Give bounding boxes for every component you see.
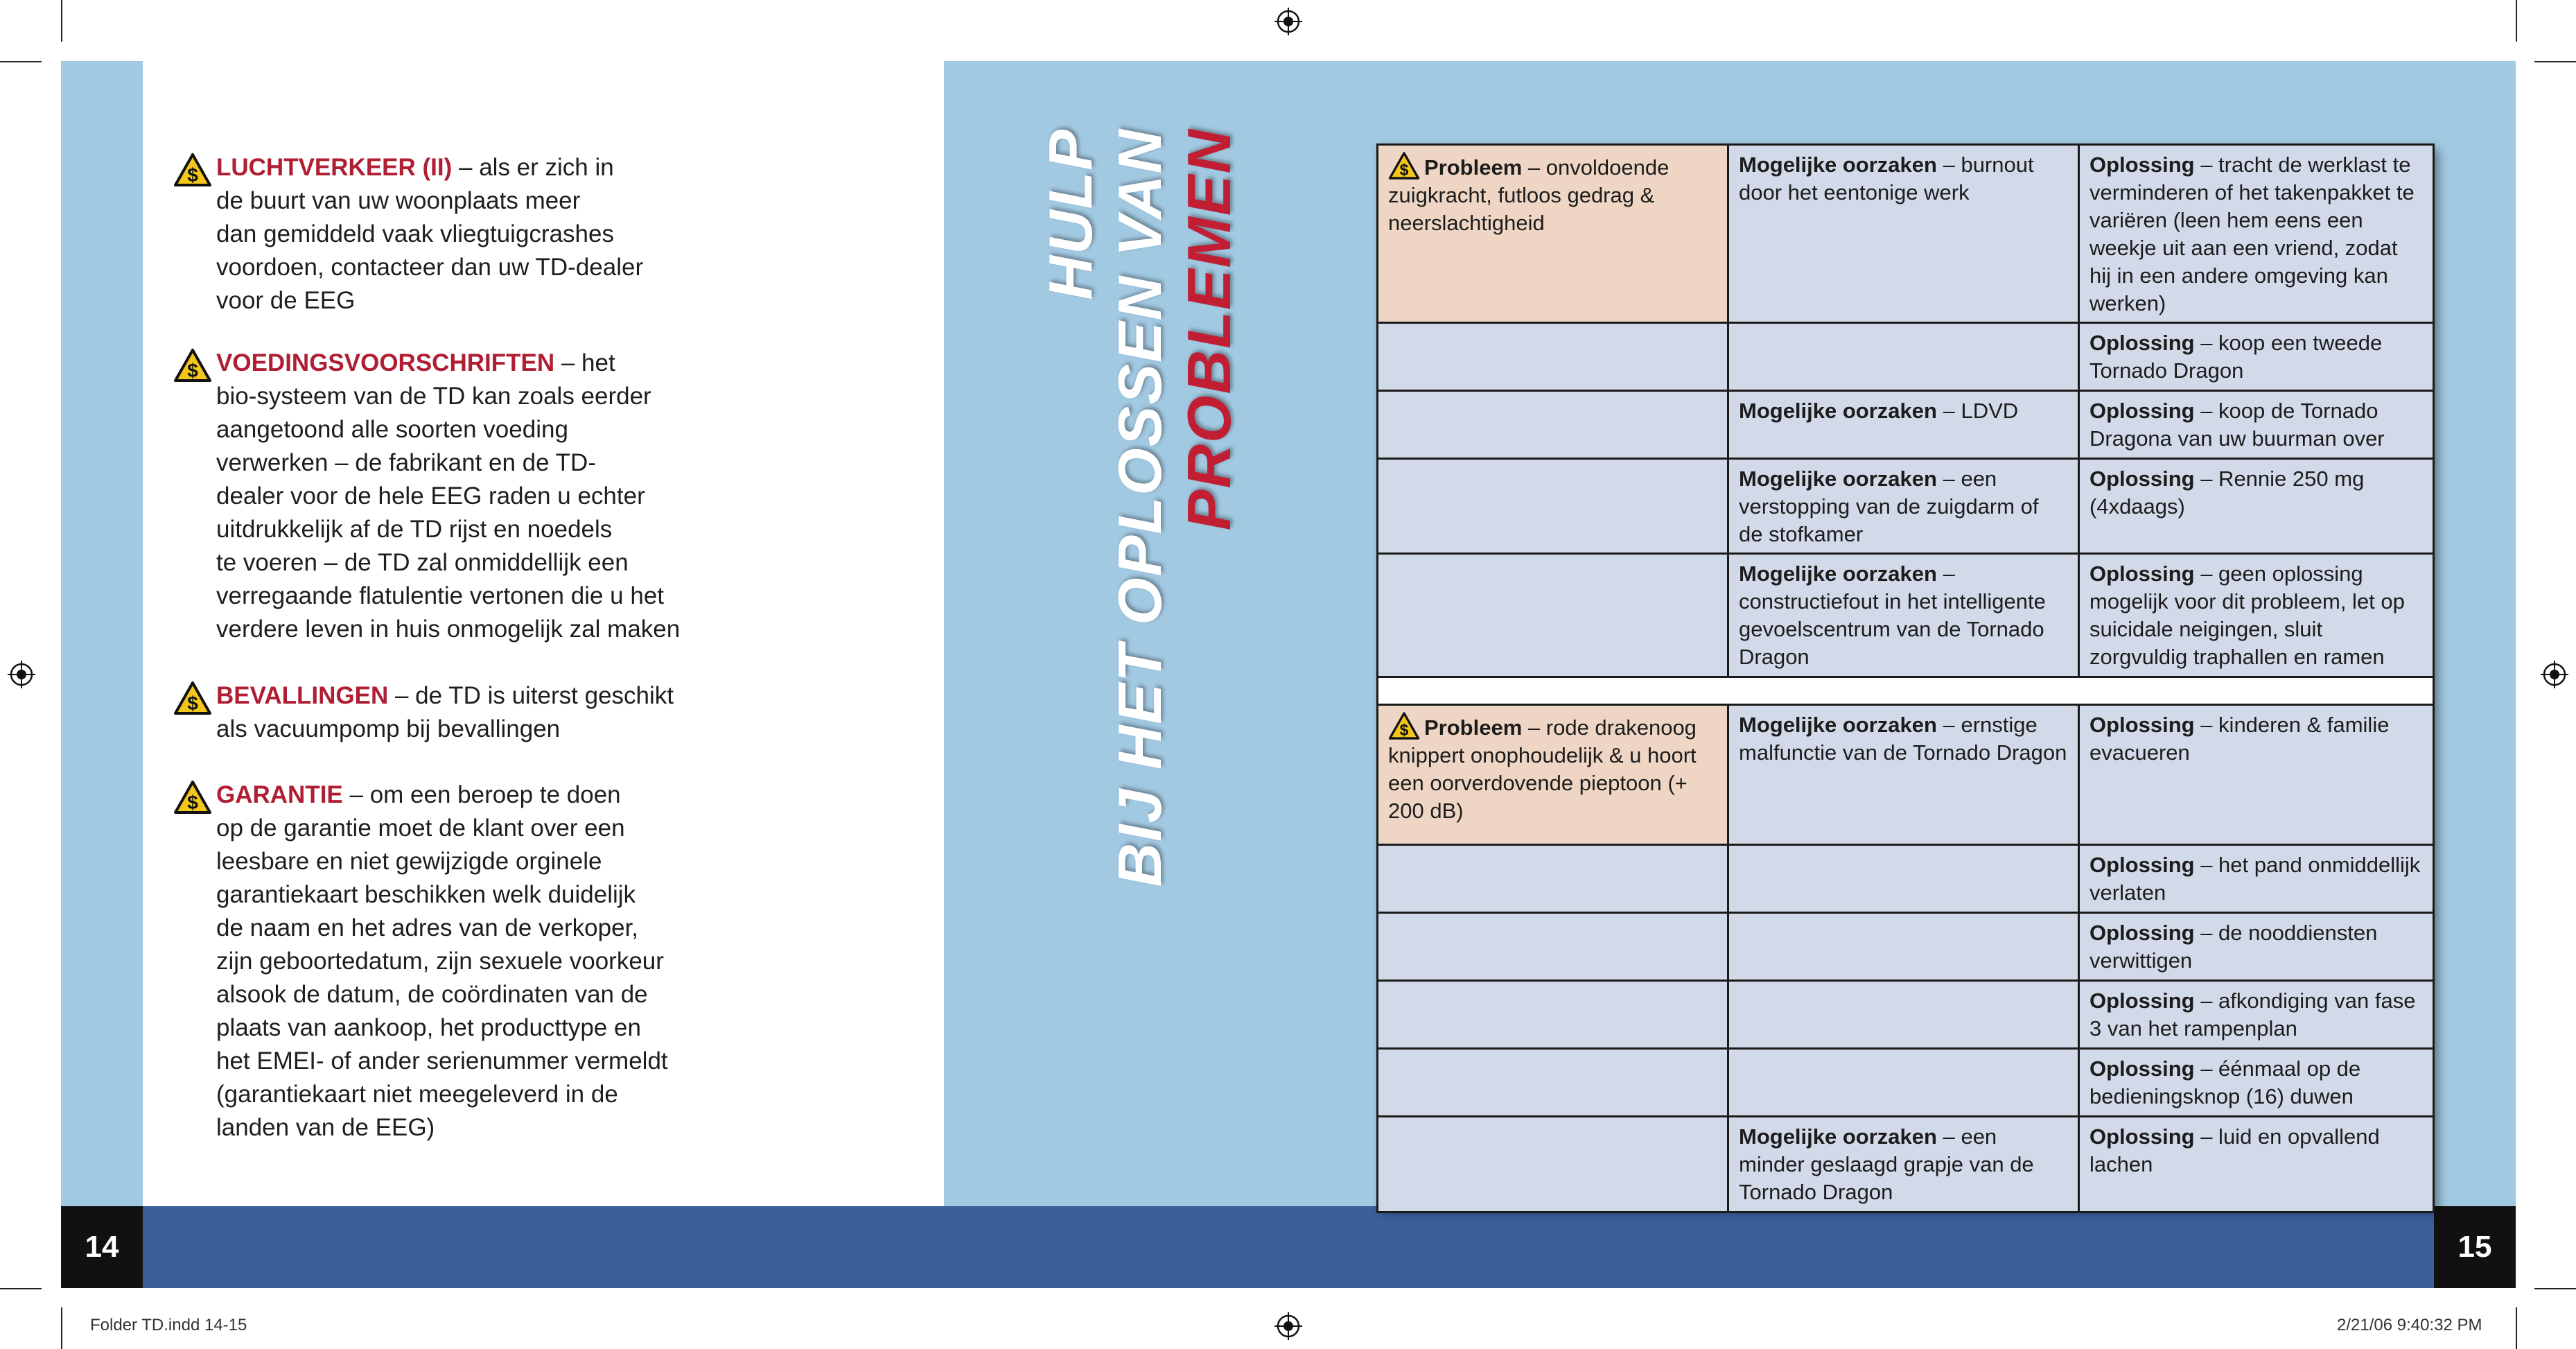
problem-cell — [1378, 705, 1728, 845]
vertical-title — [1036, 128, 1244, 1099]
item-line: verregaande flatulentie vertonen die u het — [216, 582, 665, 609]
solution-label: Oplossing — [2089, 331, 2195, 355]
crop-mark — [61, 0, 62, 42]
solution-label: Oplossing — [2089, 1124, 2195, 1149]
solution-cell — [2079, 391, 2434, 459]
cause-cell-empty — [1728, 981, 2079, 1049]
item-line: de buurt van uw woonplaats meer — [216, 187, 581, 214]
table-row — [1378, 554, 2434, 677]
slug-filename: Folder TD.indd 14-15 — [90, 1316, 247, 1334]
problem-cell-empty — [1378, 981, 1728, 1049]
item-heading: VOEDINGSVOORSCHRIFTEN — [216, 349, 555, 376]
cause-cell-empty — [1728, 1049, 2079, 1117]
cause-cell — [1728, 705, 2079, 845]
solution-cell — [2079, 981, 2434, 1049]
title-line-2 — [1105, 128, 1244, 1099]
svg-text:$: $ — [1399, 160, 1409, 179]
item-line: verdere leven in huis onmogelijk zal maken — [216, 616, 681, 643]
svg-text:$: $ — [187, 360, 198, 381]
solution-label: Oplossing — [2089, 853, 2195, 877]
solution-cell — [2079, 323, 2434, 391]
table-row — [1378, 145, 2434, 323]
item-line: voordoen, contacteer dan uw TD-dealer — [216, 254, 644, 281]
crop-mark — [2516, 1307, 2517, 1349]
cause-cell — [1728, 391, 2079, 459]
cause-text: – ernstige malfunctie van de Tornado Dragon — [1739, 713, 2067, 765]
warning-item — [187, 679, 771, 746]
problem-cell-empty — [1378, 1049, 1728, 1117]
cause-cell-empty — [1728, 323, 2079, 391]
solution-cell — [2079, 145, 2434, 323]
registration-mark-icon — [1274, 1312, 1302, 1340]
warning-item — [187, 347, 771, 646]
solution-label: Oplossing — [2089, 399, 2195, 423]
solution-cell — [2079, 705, 2434, 845]
solution-text: – tracht de werklast te verminderen of het takenpakket te variëren (leen hem eens een weekje uit aan een vriend, zodat hij in een andere omgeving kan werken) — [2089, 153, 2415, 315]
problem-cell-empty — [1378, 1117, 1728, 1212]
cause-cell-empty — [1728, 913, 2079, 981]
svg-text:$: $ — [187, 792, 198, 813]
warning-item — [187, 151, 771, 317]
title-line-2-red: PROBLEMEN — [1175, 128, 1243, 531]
item-text: – de TD is uiterst geschikt — [394, 682, 674, 709]
warning-item — [187, 778, 771, 1145]
solution-text: – de nooddiensten verwittigen — [2089, 921, 2378, 973]
item-line: (garantiekaart niet meegeleverd in de — [216, 1081, 618, 1108]
warning-dollar-icon — [173, 348, 212, 383]
warning-dollar-icon — [173, 153, 212, 187]
cause-cell — [1728, 1117, 2079, 1212]
cause-text: – een minder geslaagd grapje van de Tornado Dragon — [1739, 1124, 2034, 1204]
item-text: – als er zich in — [459, 154, 614, 181]
warning-dollar-icon — [173, 780, 212, 815]
solution-cell — [2079, 459, 2434, 554]
cause-label: Mogelijke oorzaken — [1739, 562, 1937, 586]
cause-text: – LDVD — [1943, 399, 2019, 423]
warning-dollar-icon — [1388, 151, 1420, 180]
item-first-line — [216, 347, 771, 380]
left-margin-band — [61, 61, 143, 1288]
cause-label: Mogelijke oorzaken — [1739, 1124, 1937, 1149]
table-row — [1378, 391, 2434, 459]
problem-label: Probleem — [1424, 155, 1523, 180]
cause-label: Mogelijke oorzaken — [1739, 153, 1937, 177]
registration-mark-icon — [2541, 661, 2568, 688]
problem-cell-empty — [1378, 459, 1728, 554]
table-row — [1378, 1117, 2434, 1212]
problem-text: – rode drakenoog knippert onophoudelijk & u hoort een oorverdovende pieptoon (+ 200 dB) — [1388, 715, 1697, 823]
crop-mark — [0, 1288, 42, 1289]
cause-cell — [1728, 554, 2079, 677]
item-heading: LUCHTVERKEER (II) — [216, 154, 453, 181]
item-line: aangetoond alle soorten voeding — [216, 416, 568, 443]
problem-cell-empty — [1378, 323, 1728, 391]
solution-text: – koop de Tornado Dragona van uw buurman over — [2089, 399, 2385, 451]
solution-text: – geen oplossing mogelijk voor dit probleem, let op suicidale neigingen, sluit zorgvuldig traphallen en ramen — [2089, 562, 2405, 669]
svg-text:$: $ — [187, 693, 198, 714]
item-heading: GARANTIE — [216, 781, 343, 808]
warning-dollar-icon — [173, 681, 212, 715]
registration-mark-icon — [8, 661, 35, 688]
troubleshooting-table — [1376, 143, 2433, 1206]
cause-text: – constructiefout in het intelligente gevoelscentrum van de Tornado Dragon — [1739, 562, 2046, 669]
cause-cell-empty — [1728, 845, 2079, 913]
title-line-2-white: BIJ HET OPLOSSEN VAN — [1105, 128, 1174, 887]
item-line: als vacuumpomp bij bevallingen — [216, 715, 561, 742]
table-row — [1378, 323, 2434, 391]
item-line: de naam en het adres van de verkoper, — [216, 914, 639, 941]
table-row — [1378, 845, 2434, 913]
title-line-1: HULP — [1036, 128, 1105, 300]
solution-cell — [2079, 554, 2434, 677]
item-line: op de garantie moet de klant over een — [216, 815, 625, 842]
crop-mark — [2516, 0, 2517, 42]
crop-mark — [2534, 1288, 2576, 1289]
crop-mark — [61, 1307, 62, 1349]
page-number-right: 15 — [2434, 1206, 2516, 1288]
solution-text: – Rennie 250 mg (4xdaags) — [2089, 467, 2365, 519]
cause-cell — [1728, 145, 2079, 323]
problem-text: – onvoldoende zuigkracht, futloos gedrag & neerslachtigheid — [1388, 155, 1670, 235]
problem-cell-empty — [1378, 913, 1728, 981]
solution-text: – luid en opvallend lachen — [2089, 1124, 2380, 1176]
item-line: leesbare en niet gewijzigde orginele — [216, 848, 602, 875]
table-row — [1378, 1049, 2434, 1117]
solution-text: – het pand onmiddellijk verlaten — [2089, 853, 2421, 905]
cause-text: – burnout door het eentonige werk — [1739, 153, 2034, 204]
item-text: – om een beroep te doen — [349, 781, 621, 808]
table-row — [1378, 913, 2434, 981]
item-line: alsook de datum, de coördinaten van de — [216, 981, 648, 1008]
cause-label: Mogelijke oorzaken — [1739, 467, 1937, 491]
registration-mark-icon — [1274, 8, 1302, 35]
page-number-left: 14 — [61, 1206, 143, 1288]
problem-label: Probleem — [1424, 715, 1523, 740]
problem-cell-empty — [1378, 554, 1728, 677]
solution-label: Oplossing — [2089, 562, 2195, 586]
problem-cell-empty — [1378, 845, 1728, 913]
cause-text: – een verstopping van de zuigdarm of de stofkamer — [1739, 467, 2039, 546]
table-row — [1378, 981, 2434, 1049]
solution-label: Oplossing — [2089, 989, 2195, 1013]
item-line: zijn geboortedatum, zijn sexuele voorkeur — [216, 948, 664, 975]
item-first-line — [216, 778, 771, 812]
item-line: garantiekaart beschikken welk duidelijk — [216, 881, 636, 908]
cause-label: Mogelijke oorzaken — [1739, 713, 1937, 737]
item-first-line — [216, 151, 771, 184]
item-line: het EMEI- of ander serienummer vermeldt — [216, 1047, 668, 1074]
item-line: voor de EEG — [216, 287, 356, 314]
solution-label: Oplossing — [2089, 1056, 2195, 1081]
item-line: dan gemiddeld vaak vliegtuigcrashes — [216, 220, 614, 247]
item-line: bio-systeem van de TD kan zoals eerder — [216, 383, 651, 410]
table-gap-row — [1378, 677, 2434, 705]
crop-mark — [2534, 61, 2576, 62]
solution-cell — [2079, 1117, 2434, 1212]
item-line: verwerken – de fabrikant en de TD- — [216, 449, 596, 476]
svg-text:$: $ — [1399, 720, 1409, 739]
item-line: plaats van aankoop, het producttype en — [216, 1014, 641, 1041]
item-first-line — [216, 679, 771, 713]
slug-date: 2/21/06 9:40:32 PM — [2337, 1316, 2482, 1334]
solution-text: – kinderen & familie evacueren — [2089, 713, 2390, 765]
solution-label: Oplossing — [2089, 467, 2195, 491]
item-line: te voeren – de TD zal onmiddellijk een — [216, 549, 629, 576]
svg-text:$: $ — [187, 164, 198, 186]
solution-text: – koop een tweede Tornado Dragon — [2089, 331, 2383, 383]
warning-dollar-icon — [1388, 711, 1420, 740]
problem-cell-empty — [1378, 391, 1728, 459]
item-text: – het — [561, 349, 615, 376]
table-row — [1378, 705, 2434, 845]
cause-label: Mogelijke oorzaken — [1739, 399, 1937, 423]
solution-text: – afkondiging van fase 3 van het rampenplan — [2089, 989, 2416, 1041]
solution-cell — [2079, 913, 2434, 981]
problem-cell — [1378, 145, 1728, 323]
solution-label: Oplossing — [2089, 153, 2195, 177]
solution-label: Oplossing — [2089, 921, 2195, 945]
solution-text: – éénmaal op de bedieningsknop (16) duwen — [2089, 1056, 2361, 1108]
item-heading: BEVALLINGEN — [216, 682, 389, 709]
item-line: uitdrukkelijk af de TD rijst en noedels — [216, 516, 613, 543]
footer-band — [61, 1206, 2516, 1288]
gap-cell — [1378, 677, 2434, 705]
item-line: dealer voor de hele EEG raden u echter — [216, 482, 645, 510]
solution-cell — [2079, 845, 2434, 913]
crop-mark — [0, 61, 42, 62]
cause-cell — [1728, 459, 2079, 554]
table-row — [1378, 459, 2434, 554]
solution-cell — [2079, 1049, 2434, 1117]
item-line: landen van de EEG) — [216, 1114, 435, 1141]
table-body — [1378, 145, 2434, 1212]
solution-label: Oplossing — [2089, 713, 2195, 737]
